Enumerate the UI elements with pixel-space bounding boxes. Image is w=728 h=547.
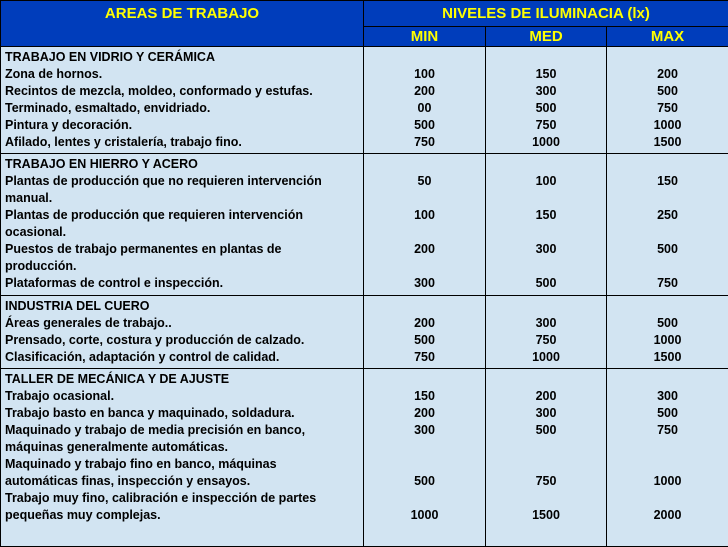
min-value: 200 [364,315,485,332]
header-row-1 [1,1,728,27]
section-title: TALLER DE MECÁNICA Y DE AJUSTE [5,371,359,388]
min-value: 500 [364,473,485,490]
min-column [364,296,486,369]
max-value: 1000 [607,332,728,349]
row-label-continued: pequeñas muy complejas. [5,507,359,524]
row-label: Maquinado y trabajo de media precisión en banco, [5,422,359,439]
min-value: 200 [364,405,485,422]
min-value: 50 [364,173,485,190]
max-value: 750 [607,275,728,292]
section-title: TRABAJO EN VIDRIO Y CERÁMICA [5,49,359,66]
section-description [1,47,364,154]
row-label: Zona de hornos. [5,66,359,83]
min-value: 300 [364,275,485,292]
min-value: 750 [364,349,485,366]
max-value: 200 [607,66,728,83]
max-value: 500 [607,315,728,332]
section-cuero [1,296,728,369]
row-label-continued: manual. [5,190,359,207]
max-value: 1000 [607,473,728,490]
min-value: 1000 [364,507,485,524]
row-label: Trabajo muy fino, calibración e inspección de partes [5,490,359,507]
row-label-continued: ocasional. [5,224,359,241]
min-column [364,47,486,154]
max-value: 1000 [607,117,728,134]
med-column [486,296,607,369]
row-label: Trabajo basto en banca y maquinado, soldadura. [5,405,359,422]
med-value: 300 [486,83,606,100]
section-vidrio [1,47,728,154]
med-column [486,47,607,154]
min-value: 00 [364,100,485,117]
row-label: Plantas de producción que requieren intervención [5,207,359,224]
section-mecanica [1,369,728,547]
areas-header: AREAS DE TRABAJO [1,1,364,47]
med-column [486,369,607,547]
max-column [607,369,728,547]
max-value: 500 [607,83,728,100]
med-value: 1000 [486,349,606,366]
row-label: Pintura y decoración. [5,117,359,134]
med-value: 1000 [486,134,606,151]
row-label: Puestos de trabajo permanentes en plantas de [5,241,359,258]
med-value: 500 [486,100,606,117]
med-value: 150 [486,207,606,224]
min-value: 500 [364,117,485,134]
min-value: 500 [364,332,485,349]
min-value: 100 [364,207,485,224]
min-value: 750 [364,134,485,151]
max-value: 150 [607,173,728,190]
row-label: Prensado, corte, costura y producción de calzado. [5,332,359,349]
row-label-continued: automáticas finas, inspección y ensayos. [5,473,359,490]
med-value: 750 [486,117,606,134]
min-value: 150 [364,388,485,405]
row-label: Áreas generales de trabajo.. [5,315,359,332]
max-value: 2000 [607,507,728,524]
min-value: 200 [364,83,485,100]
row-label: Clasificación, adaptación y control de calidad. [5,349,359,366]
max-column [607,47,728,154]
med-header: MED [486,27,607,47]
max-header: MAX [607,27,728,47]
min-column [364,369,486,547]
med-value: 500 [486,275,606,292]
med-value: 300 [486,315,606,332]
section-hierro [1,154,728,296]
max-value: 300 [607,388,728,405]
max-value: 500 [607,241,728,258]
med-value: 750 [486,473,606,490]
row-label: Afilado, lentes y cristalería, trabajo fino. [5,134,359,151]
max-column [607,296,728,369]
section-description [1,154,364,296]
med-value: 300 [486,241,606,258]
row-label: Recintos de mezcla, moldeo, conformado y estufas. [5,83,359,100]
med-column [486,154,607,296]
min-header: MIN [364,27,486,47]
section-description [1,296,364,369]
max-value: 250 [607,207,728,224]
med-value: 500 [486,422,606,439]
min-value: 200 [364,241,485,258]
min-value: 300 [364,422,485,439]
row-label: Trabajo ocasional. [5,388,359,405]
med-value: 750 [486,332,606,349]
max-value: 750 [607,422,728,439]
min-value: 100 [364,66,485,83]
med-value: 1500 [486,507,606,524]
row-label: Plataformas de control e inspección. [5,275,359,292]
max-value: 750 [607,100,728,117]
min-column [364,154,486,296]
niveles-header: NIVELES DE ILUMINACIA (lx) [364,1,728,27]
med-value: 200 [486,388,606,405]
row-label-continued: máquinas generalmente automáticas. [5,439,359,456]
med-value: 100 [486,173,606,190]
section-description [1,369,364,547]
section-title: TRABAJO EN HIERRO Y ACERO [5,156,359,173]
med-value: 150 [486,66,606,83]
row-label: Maquinado y trabajo fino en banco, máquinas [5,456,359,473]
max-value: 1500 [607,134,728,151]
max-value: 1500 [607,349,728,366]
med-value: 300 [486,405,606,422]
max-column [607,154,728,296]
max-value: 500 [607,405,728,422]
row-label-continued: producción. [5,258,359,275]
section-title: INDUSTRIA DEL CUERO [5,298,359,315]
row-label: Terminado, esmaltado, envidriado. [5,100,359,117]
row-label: Plantas de producción que no requieren intervención [5,173,359,190]
